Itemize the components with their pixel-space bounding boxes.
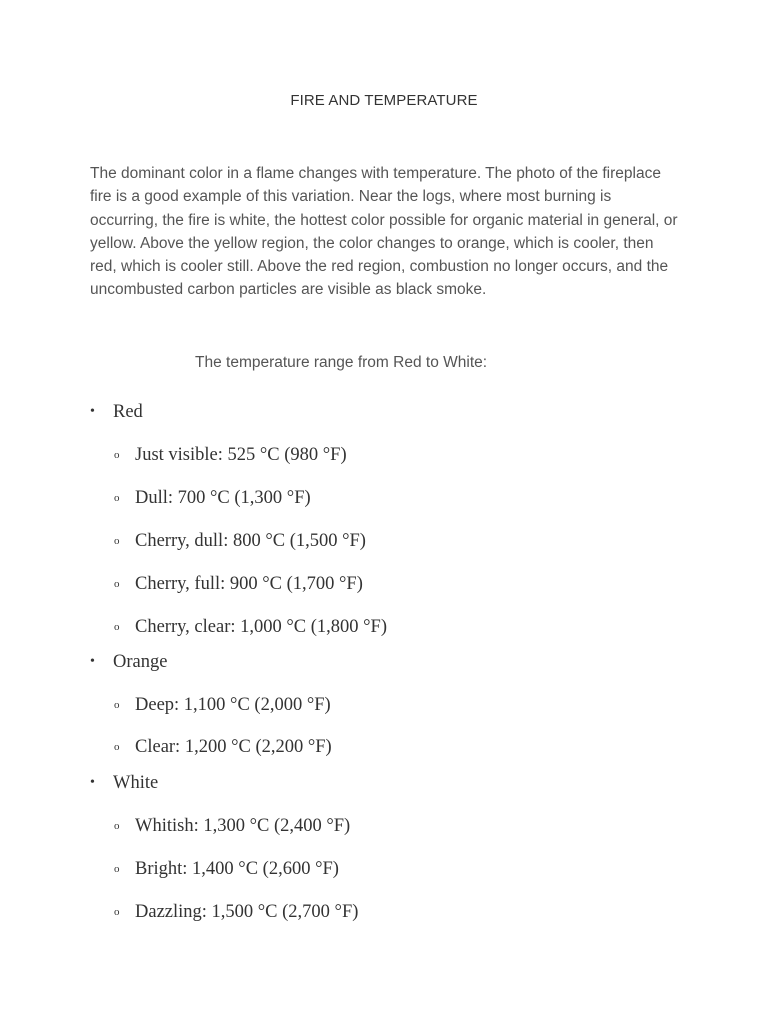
hollow-bullet-icon: o	[114, 621, 120, 633]
sub-item	[114, 488, 311, 509]
sub-item	[114, 902, 358, 923]
color-name: Orange	[113, 652, 168, 672]
color-name: Red	[113, 402, 143, 422]
hollow-bullet-icon: o	[114, 492, 120, 504]
hollow-bullet-icon: o	[114, 578, 120, 590]
sub-item-text: Cherry, dull: 800 °C (1,500 °F)	[135, 531, 366, 551]
sub-item	[114, 574, 363, 595]
page-title: FIRE AND TEMPERATURE	[290, 92, 478, 109]
color-name: White	[113, 773, 159, 793]
list-item-red	[90, 402, 143, 423]
hollow-bullet-icon: o	[114, 741, 120, 753]
hollow-bullet-icon: o	[114, 863, 120, 875]
hollow-bullet-icon: o	[114, 699, 120, 711]
sub-item-text: Dull: 700 °C (1,300 °F)	[135, 488, 311, 508]
sub-item	[114, 445, 347, 466]
sub-item	[114, 737, 332, 758]
hollow-bullet-icon: o	[114, 535, 120, 547]
sub-item	[114, 816, 350, 837]
list-item-white	[90, 773, 158, 794]
sub-item-text: Cherry, clear: 1,000 °C (1,800 °F)	[135, 617, 387, 637]
list-item-orange	[90, 652, 167, 673]
hollow-bullet-icon: o	[114, 820, 120, 832]
sub-item-text: Dazzling: 1,500 °C (2,700 °F)	[135, 902, 359, 922]
sub-item	[114, 859, 339, 880]
sub-item	[114, 695, 331, 716]
sub-item	[114, 531, 366, 552]
bullet-icon: •	[90, 775, 95, 790]
sub-item-text: Whitish: 1,300 °C (2,400 °F)	[135, 816, 351, 836]
bullet-icon: •	[90, 654, 95, 669]
list-heading: The temperature range from Red to White:	[195, 354, 488, 371]
intro-paragraph: The dominant color in a flame changes with temperature. The photo of the fireplace fire is a good example of this variation. Near the logs, where most burning is occurring, the fire is white, the hottest color possible for organic material in general, or yellow. Above the yellow region, the color changes to orange, which is cooler, then red, which is cooler still. Above the red region, combustion no longer occurs, and the uncombusted carbon particles are visible as black smoke.	[90, 165, 678, 299]
sub-item-text: Clear: 1,200 °C (2,200 °F)	[135, 737, 332, 757]
hollow-bullet-icon: o	[114, 449, 120, 461]
sub-item-text: Deep: 1,100 °C (2,000 °F)	[135, 695, 331, 715]
sub-item-text: Bright: 1,400 °C (2,600 °F)	[135, 859, 339, 879]
sub-item-text: Just visible: 525 °C (980 °F)	[135, 445, 347, 465]
sub-item	[114, 617, 387, 638]
sub-item-text: Cherry, full: 900 °C (1,700 °F)	[135, 574, 363, 594]
bullet-icon: •	[90, 404, 95, 419]
hollow-bullet-icon: o	[114, 906, 120, 918]
